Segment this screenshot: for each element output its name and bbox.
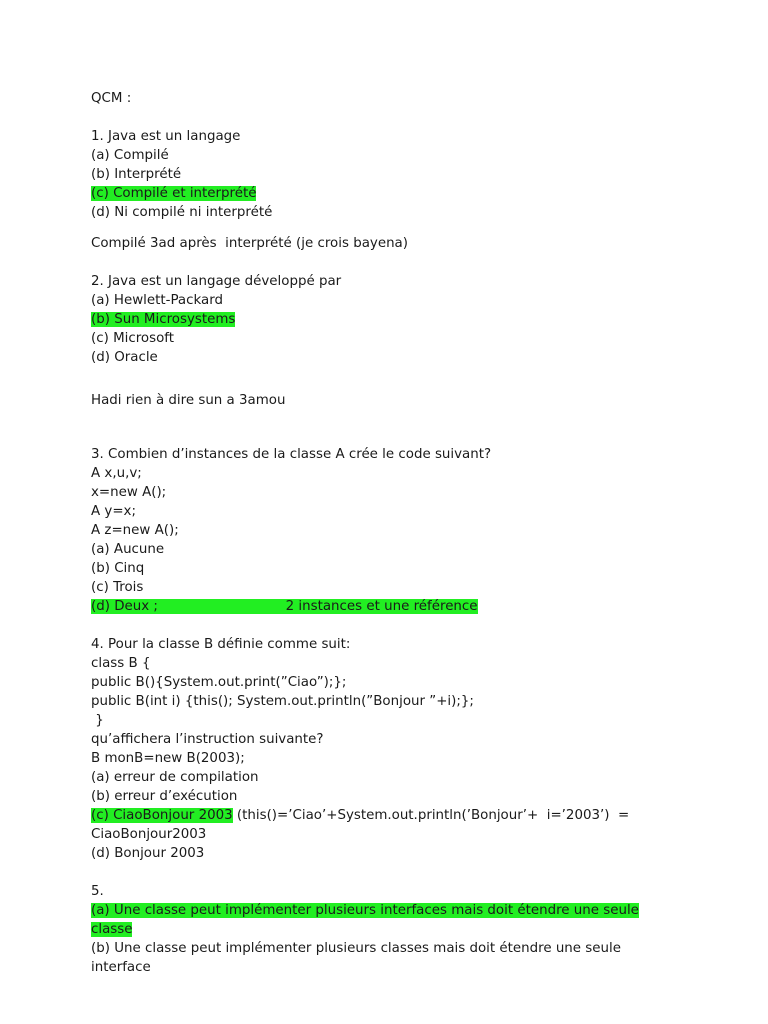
q5-option-b-cont: interface	[91, 960, 151, 975]
q4-option-b: (b) erreur d’exécution	[91, 789, 238, 804]
q3-option-b: (b) Cinq	[91, 561, 145, 576]
q4-code-line: public B(int i) {this(); System.out.println(”Bonjour ”+i);};	[91, 694, 474, 709]
q3-option-c: (c) Trois	[91, 580, 144, 595]
q4-statement: B monB=new B(2003);	[91, 751, 245, 766]
q4-prompt: qu’affichera l’instruction suivante?	[91, 732, 324, 747]
q1-option-c-correct: (c) Compilé et interprété	[91, 186, 257, 201]
q3-code-line: A x,u,v;	[91, 466, 142, 481]
q4-code-line: }	[91, 713, 104, 728]
q2-question: 2. Java est un langage développé par	[91, 274, 342, 289]
q1-option-b: (b) Interprété	[91, 167, 182, 182]
q3-option-a: (a) Aucune	[91, 542, 165, 557]
q2-option-d: (d) Oracle	[91, 350, 158, 365]
q1-option-a: (a) Compilé	[91, 148, 169, 163]
q3-option-d-correct: (d) Deux ; 2 instances et une référence	[91, 599, 478, 614]
q5-option-a-correct: (a) Une classe peut implémenter plusieurs interfaces mais doit étendre une seule	[91, 903, 639, 918]
q2-option-b-correct: (b) Sun Microsystems	[91, 312, 236, 327]
quiz-content	[91, 89, 691, 977]
q4-code-line: public B(){System.out.print(”Ciao”);};	[91, 675, 347, 690]
q5-option-b: (b) Une classe peut implémenter plusieurs classes mais doit étendre une seule	[91, 941, 621, 956]
q4-option-c-correct: (c) CiaoBonjour 2003	[91, 808, 233, 823]
q2-option-a: (a) Hewlett-Packard	[91, 293, 223, 308]
q5-number: 5.	[91, 884, 104, 899]
q4-option-c-note: (this()=’Ciao’+System.out.println(’Bonjour’+ i=’2003’) =	[232, 808, 630, 823]
q4-option-c-note-cont: CiaoBonjour2003	[91, 827, 207, 842]
q1-note: Compilé 3ad après interprété (je crois bayena)	[91, 236, 408, 251]
q1-question: 1. Java est un langage	[91, 129, 241, 144]
q3-code-line: x=new A();	[91, 485, 167, 500]
q4-option-a: (a) erreur de compilation	[91, 770, 259, 785]
q2-option-c: (c) Microsoft	[91, 331, 175, 346]
q3-code-line: A z=new A();	[91, 523, 179, 538]
page-title: QCM :	[91, 91, 132, 106]
q4-code-line: class B {	[91, 656, 151, 671]
q2-note: Hadi rien à dire sun a 3amou	[91, 393, 286, 408]
q5-option-a-correct-cont: classe	[91, 922, 133, 937]
q3-question: 3. Combien d’instances de la classe A crée le code suivant?	[91, 447, 492, 462]
q3-code-line: A y=x;	[91, 504, 136, 519]
q4-option-d: (d) Bonjour 2003	[91, 846, 205, 861]
q1-option-d: (d) Ni compilé ni interprété	[91, 205, 273, 220]
q4-question: 4. Pour la classe B définie comme suit:	[91, 637, 351, 652]
